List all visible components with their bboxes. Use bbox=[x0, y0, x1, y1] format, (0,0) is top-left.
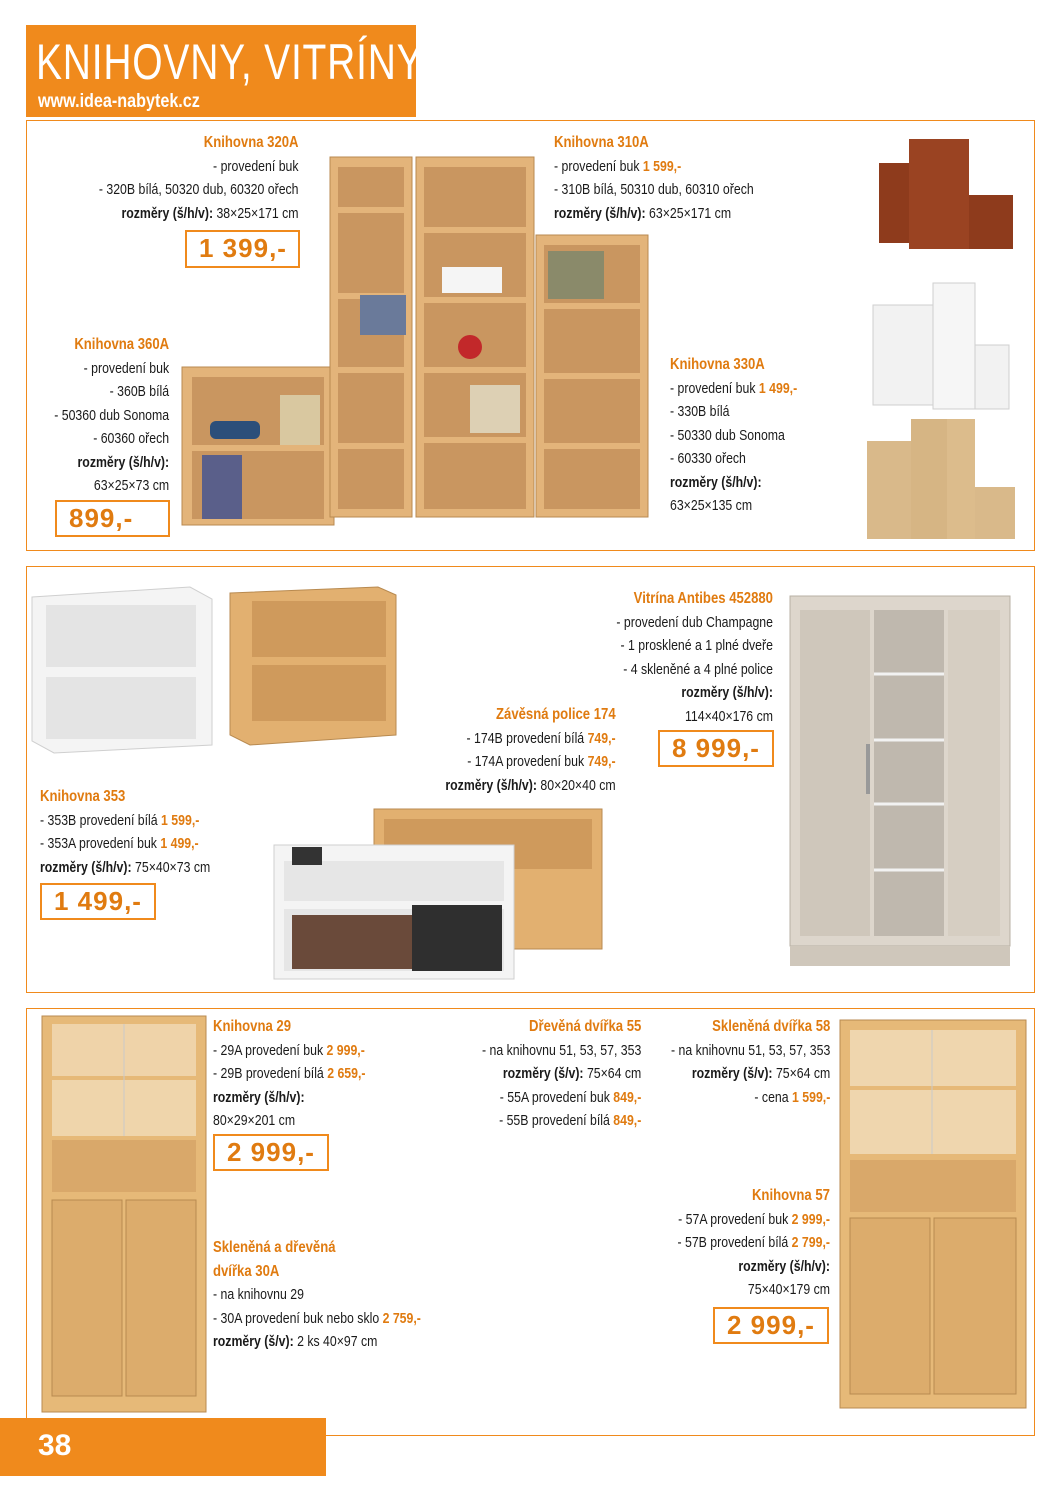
dimensions-value: 80×20×40 cm bbox=[537, 776, 616, 794]
hanging-shelf-174-image bbox=[272, 805, 607, 985]
page-title: KNIHOVNY, VITRÍNY bbox=[36, 34, 424, 90]
dimensions-value: 38×25×171 cm bbox=[216, 204, 299, 222]
dimensions-label: rozměry (š/h/v): bbox=[554, 204, 646, 222]
price-tag-57: 2 999,- bbox=[713, 1307, 829, 1344]
dimensions-value: 80×29×201 cm bbox=[213, 1112, 296, 1129]
product-zavesna-police-174 bbox=[408, 703, 616, 797]
product-variant-line: - 310B bílá, 50310 dub, 60310 ořech bbox=[554, 181, 754, 198]
product-variant-line: - 174A provedení buk bbox=[467, 753, 588, 770]
variant-price: 849,- bbox=[612, 1112, 641, 1129]
bookcase-310a-image bbox=[416, 157, 534, 517]
price-tag-353: 1 499,- bbox=[40, 883, 156, 920]
product-name: Knihovna 360A bbox=[74, 336, 169, 353]
bookcase-353-white-image bbox=[30, 585, 215, 755]
variant-price: 2 659,- bbox=[327, 1065, 366, 1082]
dimensions-value: 75×40×73 cm bbox=[131, 858, 211, 876]
product-feature-line: - na knihovnu 51, 53, 57, 353 bbox=[481, 1041, 641, 1059]
product-feature-line: - na knihovnu 51, 53, 57, 353 bbox=[670, 1041, 830, 1059]
product-variant-line: - 353B provedení bílá bbox=[40, 811, 162, 829]
product-drevena-dvirka-55 bbox=[447, 1015, 641, 1133]
bookcase-29-image bbox=[40, 1014, 208, 1414]
dimensions-label: rozměry (š/h/v): bbox=[681, 684, 773, 701]
variant-price: 1 599,- bbox=[791, 1088, 830, 1106]
bookcase-360a-image bbox=[182, 367, 334, 525]
product-variant-line: - 330B bílá bbox=[670, 403, 730, 420]
variant-price: 1 499,- bbox=[160, 835, 199, 852]
bookcase-57-image bbox=[838, 1018, 1028, 1410]
product-sklenena-dvirka-58 bbox=[636, 1015, 830, 1109]
product-name-continued: dvířka 30A bbox=[213, 1262, 280, 1280]
dimensions-label: rozměry (š/v): bbox=[213, 1333, 294, 1350]
price-tag-360a: 899,- bbox=[55, 500, 170, 537]
variant-price: 1 499,- bbox=[758, 379, 798, 397]
product-variant-line: - 60330 ořech bbox=[670, 450, 746, 467]
product-name: Knihovna 320A bbox=[204, 134, 299, 151]
sonoma-oak-variant-image bbox=[867, 419, 1015, 539]
product-name: Dřevěná dvířka 55 bbox=[528, 1018, 641, 1035]
product-name: Závěsná police 174 bbox=[496, 706, 616, 723]
variant-price: 2 999,- bbox=[326, 1041, 365, 1059]
product-variant-line: - 29B provedení bílá bbox=[213, 1065, 328, 1082]
product-feature-line: - na knihovnu 29 bbox=[213, 1286, 304, 1303]
dimensions-value: 75×64 cm bbox=[772, 1065, 830, 1082]
product-feature-line: - 4 skleněné a 4 plné police bbox=[623, 660, 773, 678]
dimensions-label: rozměry (š/h/v): bbox=[40, 858, 132, 876]
product-variant-line: - 50360 dub Sonoma bbox=[54, 406, 169, 424]
variant-price: 2 799,- bbox=[791, 1234, 830, 1251]
dimensions-value: 63×25×73 cm bbox=[93, 477, 169, 494]
variant-price: 1 599,- bbox=[642, 157, 682, 175]
product-variant-line: - 30A provedení buk nebo sklo bbox=[213, 1309, 383, 1327]
product-variant-line: - provedení buk bbox=[213, 157, 299, 175]
dimensions-label: rozměry (š/h/v): bbox=[121, 204, 214, 222]
product-variant-line: - 50330 dub Sonoma bbox=[670, 426, 785, 444]
variant-price: 2 759,- bbox=[382, 1309, 421, 1327]
page-header bbox=[26, 25, 424, 117]
vitrina-antibes-image bbox=[788, 594, 1013, 969]
dimensions-value: 63×25×135 cm bbox=[670, 497, 753, 514]
dimensions-value: 2 ks 40×97 cm bbox=[293, 1333, 378, 1350]
product-variant-line: - provedení buk bbox=[83, 359, 169, 377]
product-knihovna-310a bbox=[554, 131, 798, 225]
variant-price: 749,- bbox=[587, 729, 616, 747]
dimensions-label: rozměry (š/h/v): bbox=[670, 473, 762, 491]
product-variant-line: - 320B bílá, 50320 dub, 60320 ořech bbox=[99, 181, 299, 198]
dimensions-label: rozměry (š/h/v): bbox=[445, 776, 538, 794]
product-name: Knihovna 353 bbox=[40, 788, 126, 805]
product-knihovna-29 bbox=[213, 1015, 399, 1133]
product-name: Knihovna 310A bbox=[554, 134, 649, 151]
variant-price: 849,- bbox=[612, 1088, 641, 1106]
product-knihovna-330a bbox=[670, 353, 825, 518]
page-number: 38 bbox=[38, 1429, 72, 1462]
product-variant-line: - 29A provedení buk bbox=[213, 1041, 327, 1059]
dimensions-label: rozměry (š/h/v): bbox=[77, 453, 169, 471]
product-name: Skleněná a dřevěná bbox=[213, 1239, 336, 1256]
product-variant-line: - 57A provedení buk bbox=[678, 1210, 792, 1228]
price-tag-29: 2 999,- bbox=[213, 1134, 329, 1171]
product-feature-line: - 1 prosklené a 1 plné dveře bbox=[620, 637, 773, 654]
price-tag-320a: 1 399,- bbox=[185, 230, 300, 268]
bookcase-320a-image bbox=[330, 157, 412, 517]
product-feature-line: - provedení dub Champagne bbox=[616, 613, 773, 631]
product-knihovna-353 bbox=[40, 785, 248, 879]
product-variant-line: - 60360 ořech bbox=[93, 430, 169, 447]
product-variant-line: - provedení buk bbox=[554, 157, 643, 175]
dimensions-label: rozměry (š/v): bbox=[691, 1065, 773, 1082]
product-variant-line: - 57B provedení bílá bbox=[677, 1234, 792, 1251]
product-name: Knihovna 57 bbox=[751, 1187, 830, 1204]
dimensions-value: 114×40×176 cm bbox=[685, 707, 773, 725]
product-knihovna-57 bbox=[644, 1184, 830, 1302]
variant-price: 2 999,- bbox=[791, 1210, 830, 1228]
dimensions-label: rozměry (š/v): bbox=[502, 1065, 584, 1082]
dimensions-value: 63×25×171 cm bbox=[649, 204, 732, 222]
product-variant-line: - 353A provedení buk bbox=[40, 835, 161, 852]
price-tag-vitrina: 8 999,- bbox=[658, 730, 774, 767]
dimensions-value: 75×40×179 cm bbox=[747, 1281, 830, 1298]
product-variant-line: - 174B provedení bílá bbox=[466, 729, 588, 747]
product-name: Skleněná dvířka 58 bbox=[711, 1018, 830, 1035]
bookcase-330a-image bbox=[536, 235, 648, 517]
walnut-variant-image bbox=[879, 139, 1013, 249]
dimensions-label: rozměry (š/h/v): bbox=[738, 1257, 830, 1275]
variant-price: 1 599,- bbox=[161, 811, 200, 829]
white-variant-image bbox=[873, 283, 1009, 409]
variant-price: 749,- bbox=[587, 753, 616, 770]
product-variant-line: - 55B provedení bílá bbox=[498, 1112, 613, 1129]
dimensions-label: rozměry (š/h/v): bbox=[213, 1088, 305, 1106]
product-knihovna-320a bbox=[55, 131, 299, 225]
product-variant-line: - 55A provedení buk bbox=[499, 1088, 613, 1106]
bookcase-353-beech-image bbox=[228, 585, 398, 750]
product-variant-line: - 360B bílá bbox=[109, 383, 169, 400]
product-variant-line: - provedení buk bbox=[670, 379, 759, 397]
website-url[interactable]: www.idea-nabytek.cz bbox=[38, 91, 200, 112]
bookcase-color-variants bbox=[865, 135, 1025, 545]
product-name: Vitrína Antibes 452880 bbox=[633, 590, 773, 607]
page-footer bbox=[0, 1418, 326, 1476]
product-variant-line: - cena bbox=[754, 1088, 792, 1106]
product-dvirka-30a bbox=[213, 1236, 467, 1354]
product-name: Knihovna 29 bbox=[213, 1018, 292, 1035]
product-name: Knihovna 330A bbox=[670, 356, 765, 373]
product-knihovna-360a bbox=[29, 333, 169, 498]
dimensions-value: 75×64 cm bbox=[583, 1065, 641, 1082]
